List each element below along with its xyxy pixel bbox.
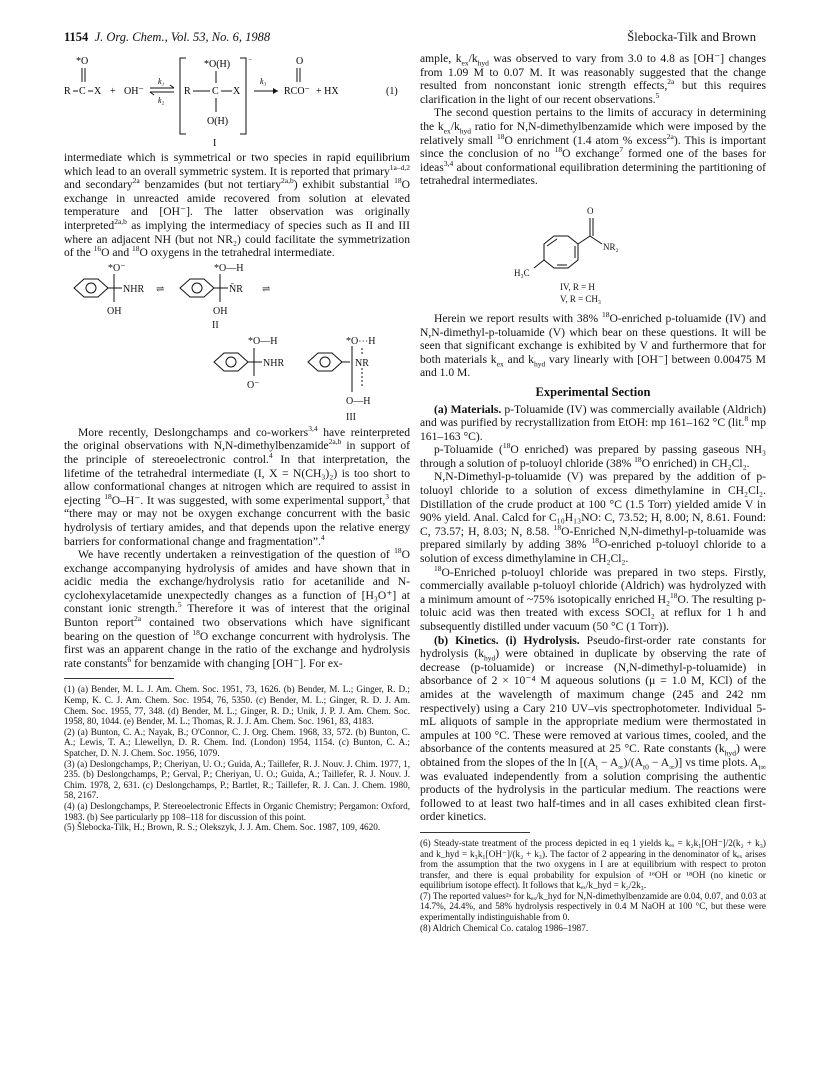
eq1-k1: k₁	[158, 77, 165, 86]
right-paragraph-2: The second question pertains to the limits of accuracy in determining the $k_{ex}/k_{hyd}$ ratio for N,N-dimethylbenzamide which were imposed by the relatively small $^{18}$O enrichment (1.4 atom % excess$^{2a}$). This is important since the conclusion of no $^{18}$O exchange$^7$ formed one of the bases for ideas$^{3,4}$ about conformational equilibration determining the partitioning of tetrahedral intermediates.	[420, 106, 767, 188]
eq1-c: C	[79, 86, 86, 97]
eq1-minus: ⁻	[248, 57, 253, 66]
label-V: V, R = CH₃	[560, 293, 602, 304]
section-title-experimental: Experimental Section	[535, 384, 651, 399]
II-left-nhr: NHR	[123, 283, 145, 295]
IV-V-nr2: NR₂	[603, 241, 619, 252]
eq1-r: R	[64, 86, 71, 97]
eq1-int-c: C	[212, 86, 219, 97]
II-left-oh: OH	[107, 305, 122, 317]
page-header	[64, 30, 756, 48]
right-paragraph-1: ample, $k_{ex}/k_{hyd}$ was observed to vary from 3.0 to 4.8 as [OH⁻] changes from 1.09 M to 0.07 M. It was reasonably suggested that the change resulted from nonconstant ionic strength effects,$^{2a}$ but this requires clarification in the light of our recent observations.$^5$	[420, 52, 767, 106]
eq1-hydroxide: OH⁻	[124, 86, 144, 97]
III-right-nr: NR	[355, 357, 369, 369]
II-mid-o-h: *O—H	[214, 262, 244, 274]
equation-1-scheme	[64, 54, 410, 149]
eq1-product-o: O	[296, 56, 304, 67]
footnotes-right	[420, 838, 766, 933]
left-column	[64, 52, 410, 833]
eq1-product: RCO⁻	[284, 86, 310, 97]
label-IV: IV, R = H	[560, 281, 595, 292]
structures-II-III	[64, 262, 410, 424]
materials-paragraph: (a) Materials. p-Toluamide (IV) was commercially available (Aldrich) and was purified by recrystallization from EtOH: mp 161–162 °C (lit.$^8$ mp 161–163 °C).	[420, 402, 766, 443]
II-mid-nr: N̄R	[229, 283, 243, 295]
dimethyl-prep-paragraph: N,N-Dimethyl-p-toluamide (V) was prepared by the addition of p-toluoyl chloride to a solution of excess dimethylamine in CH₂Cl₂. Distillation of the crude product at 100 °C (1.5 Torr) yielded amide V in 90% yield. Anal. Calcd for C₁₀H₁₃NO: C, 73.52; H, 8.00; N, 8.61. Found: C, 73.57; H, 8.03; N, 8.58. $^{18}$O-Enriched N,N-dimethyl-p-toluamide was prepared similarly by adding 38% $^{18}$O-enriched p-toluoyl chloride to a solution of excess dimethylamine in CH₂Cl₂.	[420, 470, 766, 566]
structure-IV-V	[420, 190, 766, 310]
kinetics-paragraph: (b) Kinetics. (i) Hydrolysis. Pseudo-first-order rate constants for hydrolysis $(k_{hyd})$ were obtained in duplicate by observing the rate of decrease (p-toluamide) or increase (N,N-dimethyl-p-toluamide) in absorbance of 2 × 10⁻⁴ M aqueous solutions (μ = 1.0 M, KCl) of the amides at the wavelength of maximum change (245 and 242 nm respectively) using a Cary 210 UV–vis spectrophotometer. Individual 5-mL aliquots of sample in the appropriate medium were thermostated in ampules at 100 °C. These were removed at various times, cooled, and the absorbance of the contents measured at 25 °C. Rate constants $(k_{hyd})$ were obtained from the slopes of the $\ln [(A_t - A_\infty)/(A_{t0} - A_\infty)]$ vs time plots. $A_{t\infty}$ was evaluated independently from a solution comprising the authentic products of the hydrolysis in the particular medium. The reactions were followed to at least two half-times and in all cases exhibited clean first-order kinetics.	[420, 633, 766, 824]
eq1-x: X	[94, 86, 102, 97]
eq1-k3: k₃	[260, 77, 267, 86]
III-left-o-h: *O—H	[248, 335, 278, 347]
II-equilibrium-2: ⇌	[262, 283, 271, 295]
footnote-2: (2) (a) Bunton, C. A.; Nayak, B.; O'Connor, C. J. Org. Chem. 1968, 33, 572. (b) Bunton, C. A.; Lewis, T. A.; Llewellyn, D. R. Chem. Ind. (London) 1954, 1154. (c) Bunton, C. A.; Spatcher, D. N. J. Chem. Soc. 1956, 1079.	[64, 726, 410, 758]
III-right-o-h-bottom: O—H	[346, 395, 371, 407]
II-label: II	[212, 319, 219, 331]
II-left-o-minus: *O⁻	[108, 262, 126, 274]
page-number: 1154	[64, 30, 89, 44]
eq1-int-r: R	[184, 86, 191, 97]
II-equilibrium-1: ⇌	[156, 283, 165, 295]
II-mid-oh: OH	[213, 305, 228, 317]
toluoyl-chloride-paragraph: $^{18}$O-Enriched p-toluoyl chloride was prepared in two steps. Firstly, commercially available p-toluoyl chloride (Aldrich) was hydrolyzed with a minimum amount of ~75% isotopically enriched H₂$^{18}$O. The resulting p-toluic acid was then treated with excess SOCl₂ at reflux for 1 h and subsequently distilled under vacuum (50 °C (1 Torr)).	[420, 563, 767, 633]
eq1-k2: k₂	[158, 96, 165, 105]
eq1-hx: + HX	[316, 86, 339, 97]
equation-number: (1)	[386, 86, 398, 97]
footnotes-left	[64, 684, 410, 832]
toluamide-prep-paragraph: p-Toluamide ($^{18}$O enriched) was prepared by passing gaseous NH₃ through a solution of p-toluoyl chloride (38% $^{18}$O enriched) in CH₂Cl₂.	[420, 441, 766, 470]
eq1-oh: O(H)	[207, 116, 229, 127]
III-right-o-h: *O⋯H	[346, 335, 376, 347]
footnote-4: (4) (a) Deslongchamps, P. Stereoelectronic Effects in Organic Chemistry; Pergamon: Oxford, 1983. (b) See particularly pp 108–118 for discussion of this point.	[64, 800, 410, 822]
footnote-6: (6) Steady-state treatment of the process depicted in eq 1 yields kₑₓ = k₂k₁[OH⁻]/2(k₂ + k₃) and k_hyd = k₃k₁[OH⁻]/(k₂ + k₃). The factor of 2 appearing in the denominator of kₑₓ arises from the assumption that the two oxygens in I are at equilibrium with respect to proton transfer, and there is equal probability for expulsion of ¹⁶OH or ¹⁸OH (no kinetic or equilibrium isotope effect). It follows that kₑₓ/k_hyd = k₂/2k₃.	[420, 837, 766, 891]
footnote-5: (5) Šlebocka-Tilk, H.; Brown, R. S.; Olekszyk, J. J. Am. Chem. Soc. 1987, 109, 4620.	[64, 822, 381, 833]
footnote-8: (8) Aldrich Chemical Co. catalog 1986–1987.	[420, 922, 589, 933]
header-authors: Šlebocka-Tilk and Brown	[627, 30, 756, 44]
footnote-1: (1) (a) Bender, M. L. J. Am. Chem. Soc. 1951, 73, 1626. (b) Bender, M. L.; Ginger, R. D.; Kemp, K. C. J. Am. Chem. Soc. 1954, 76, 5350. (c) Bender, M. L.; Ginger, R. D. J. Am. Chem. Soc. 1955, 77, 348. (d) Bender, M. L.; Ginger, R. D.; Unik, J. P. J. Am. Chem. Soc. 1958, 80, 1044. (e) Bender, M. L.; Thomas, R. J. J. Am. Chem. Soc. 1961, 83, 4183.	[64, 684, 410, 727]
III-label: III	[346, 411, 356, 423]
IV-V-h3c: H₃C	[514, 267, 530, 278]
right-column	[420, 52, 766, 933]
left-paragraph-1: intermediate which is symmetrical or two species in rapid equilibrium which lead to an overall symmetric system. It is reported that primary$^{1a-d,2}$ and secondary$^{2a}$ benzamides (but not tertiary$^{2a,b}$) exhibit substantial $^{18}$O exchange in unreacted amide recovered from solution at elevated temperature and [OH⁻]. The latter observation was originally interpreted$^{2a,b}$ as implying the intermediacy of species such as II and III where an adjacent NH (but not NR₂) could facilitate the symmetrization of the $^{16}$O and $^{18}$O oxygens in the tetrahedral intermediate.	[64, 151, 410, 260]
journal-citation: J. Org. Chem., Vol. 53, No. 6, 1988	[94, 30, 271, 44]
eq1-int-x: X	[233, 86, 241, 97]
eq1-atom-o: *O	[76, 56, 89, 67]
left-paragraph-2: More recently, Deslongchamps and co-workers$^{3,4}$ have reinterpreted the original observations with N,N-dimethylbenzamide$^{2a,b}$ in support of the principle of stereoelectronic control.$^4$ In that interpretation, the lifetime of the tetrahedral intermediate (I, X = N(CH₃)₂) is too short to allow conformational changes at nitrogen which are required to assist in ejecting $^{18}$O–H⁻. It was suggested, with some experimental support,$^3$ that “there may or may not be oxygen exchange concurrent with the basic hydrolysis of tertiary amides, and that depends upon the relative energy barriers for conformational change and fragmentation”.$^4$	[64, 423, 411, 548]
right-paragraph-3: Herein we report results with 38% $^{18}$O-enriched p-toluamide (IV) and N,N-dimethyl-p-toluamide (V) which bear on these questions. It will be seen that significant exchange is exhibited by V and furthermore that for both materials $k_{ex}$ and $k_{hyd}$ vary linearly with [OH⁻] between 0.00475 M and 1.0 M.	[420, 310, 766, 380]
footnote-divider	[64, 678, 174, 679]
III-left-nhr: NHR	[263, 357, 285, 369]
footnote-7: (7) The reported values²ᵃ for kₑₓ/k_hyd for N,N-dimethylbenzamide are 0.04, 0.07, and 0.03 at 14.7%, 24.4%, and 58% hydrolysis respectively in 0.4 M NaOH at 100 °C, but these were experimentally indistinguishable from 0.	[420, 890, 766, 923]
left-paragraph-3: We have recently undertaken a reinvestigation of the question of $^{18}$O exchange accompanying hydrolysis of amides and have shown that in acidic media the exchange/hydrolysis ratio for acetanilide and N-cyclohexylacetamide unexpectedly changes as a function of [H₃O⁺] at constant ionic strength.$^5$ Therefore it was of interest that the original Bunton report$^{2a}$ contained two observations which have significant bearing on the question of $^{18}$O exchange concurrent with hydrolysis. The first was an apparent change in the ratio of the exchange and hydrolysis rate constants$^6$ for benzamide with changing [OH⁻]. For ex-	[64, 546, 410, 670]
IV-V-carbonyl-o: O	[587, 205, 594, 216]
III-left-o-minus: O⁻	[247, 379, 260, 391]
header-left	[64, 30, 270, 45]
eq1-ostar-h: *O(H)	[204, 59, 231, 70]
footnote-3: (3) (a) Deslongchamps, P.; Cheriyan, U. O.; Guida, A.; Taillefer, R. J. Nouv. J. Chim. 1977, 1, 235. (b) Deslongchamps, P.; Gerval, P.; Cheriyan, U. O.; Guida, A.; Taillefer, R. J. Nouv. J. Chim. 1978, 2, 631. (c) Deslongchamps, P.; Bartlet, R.; Taillefer, R. J. Can. J. Chem. 1980, 58, 2167.	[64, 758, 410, 801]
footnote-divider-right	[420, 832, 530, 833]
eq1-intermediate-label: I	[213, 138, 217, 149]
eq1-plus: +	[110, 86, 116, 97]
